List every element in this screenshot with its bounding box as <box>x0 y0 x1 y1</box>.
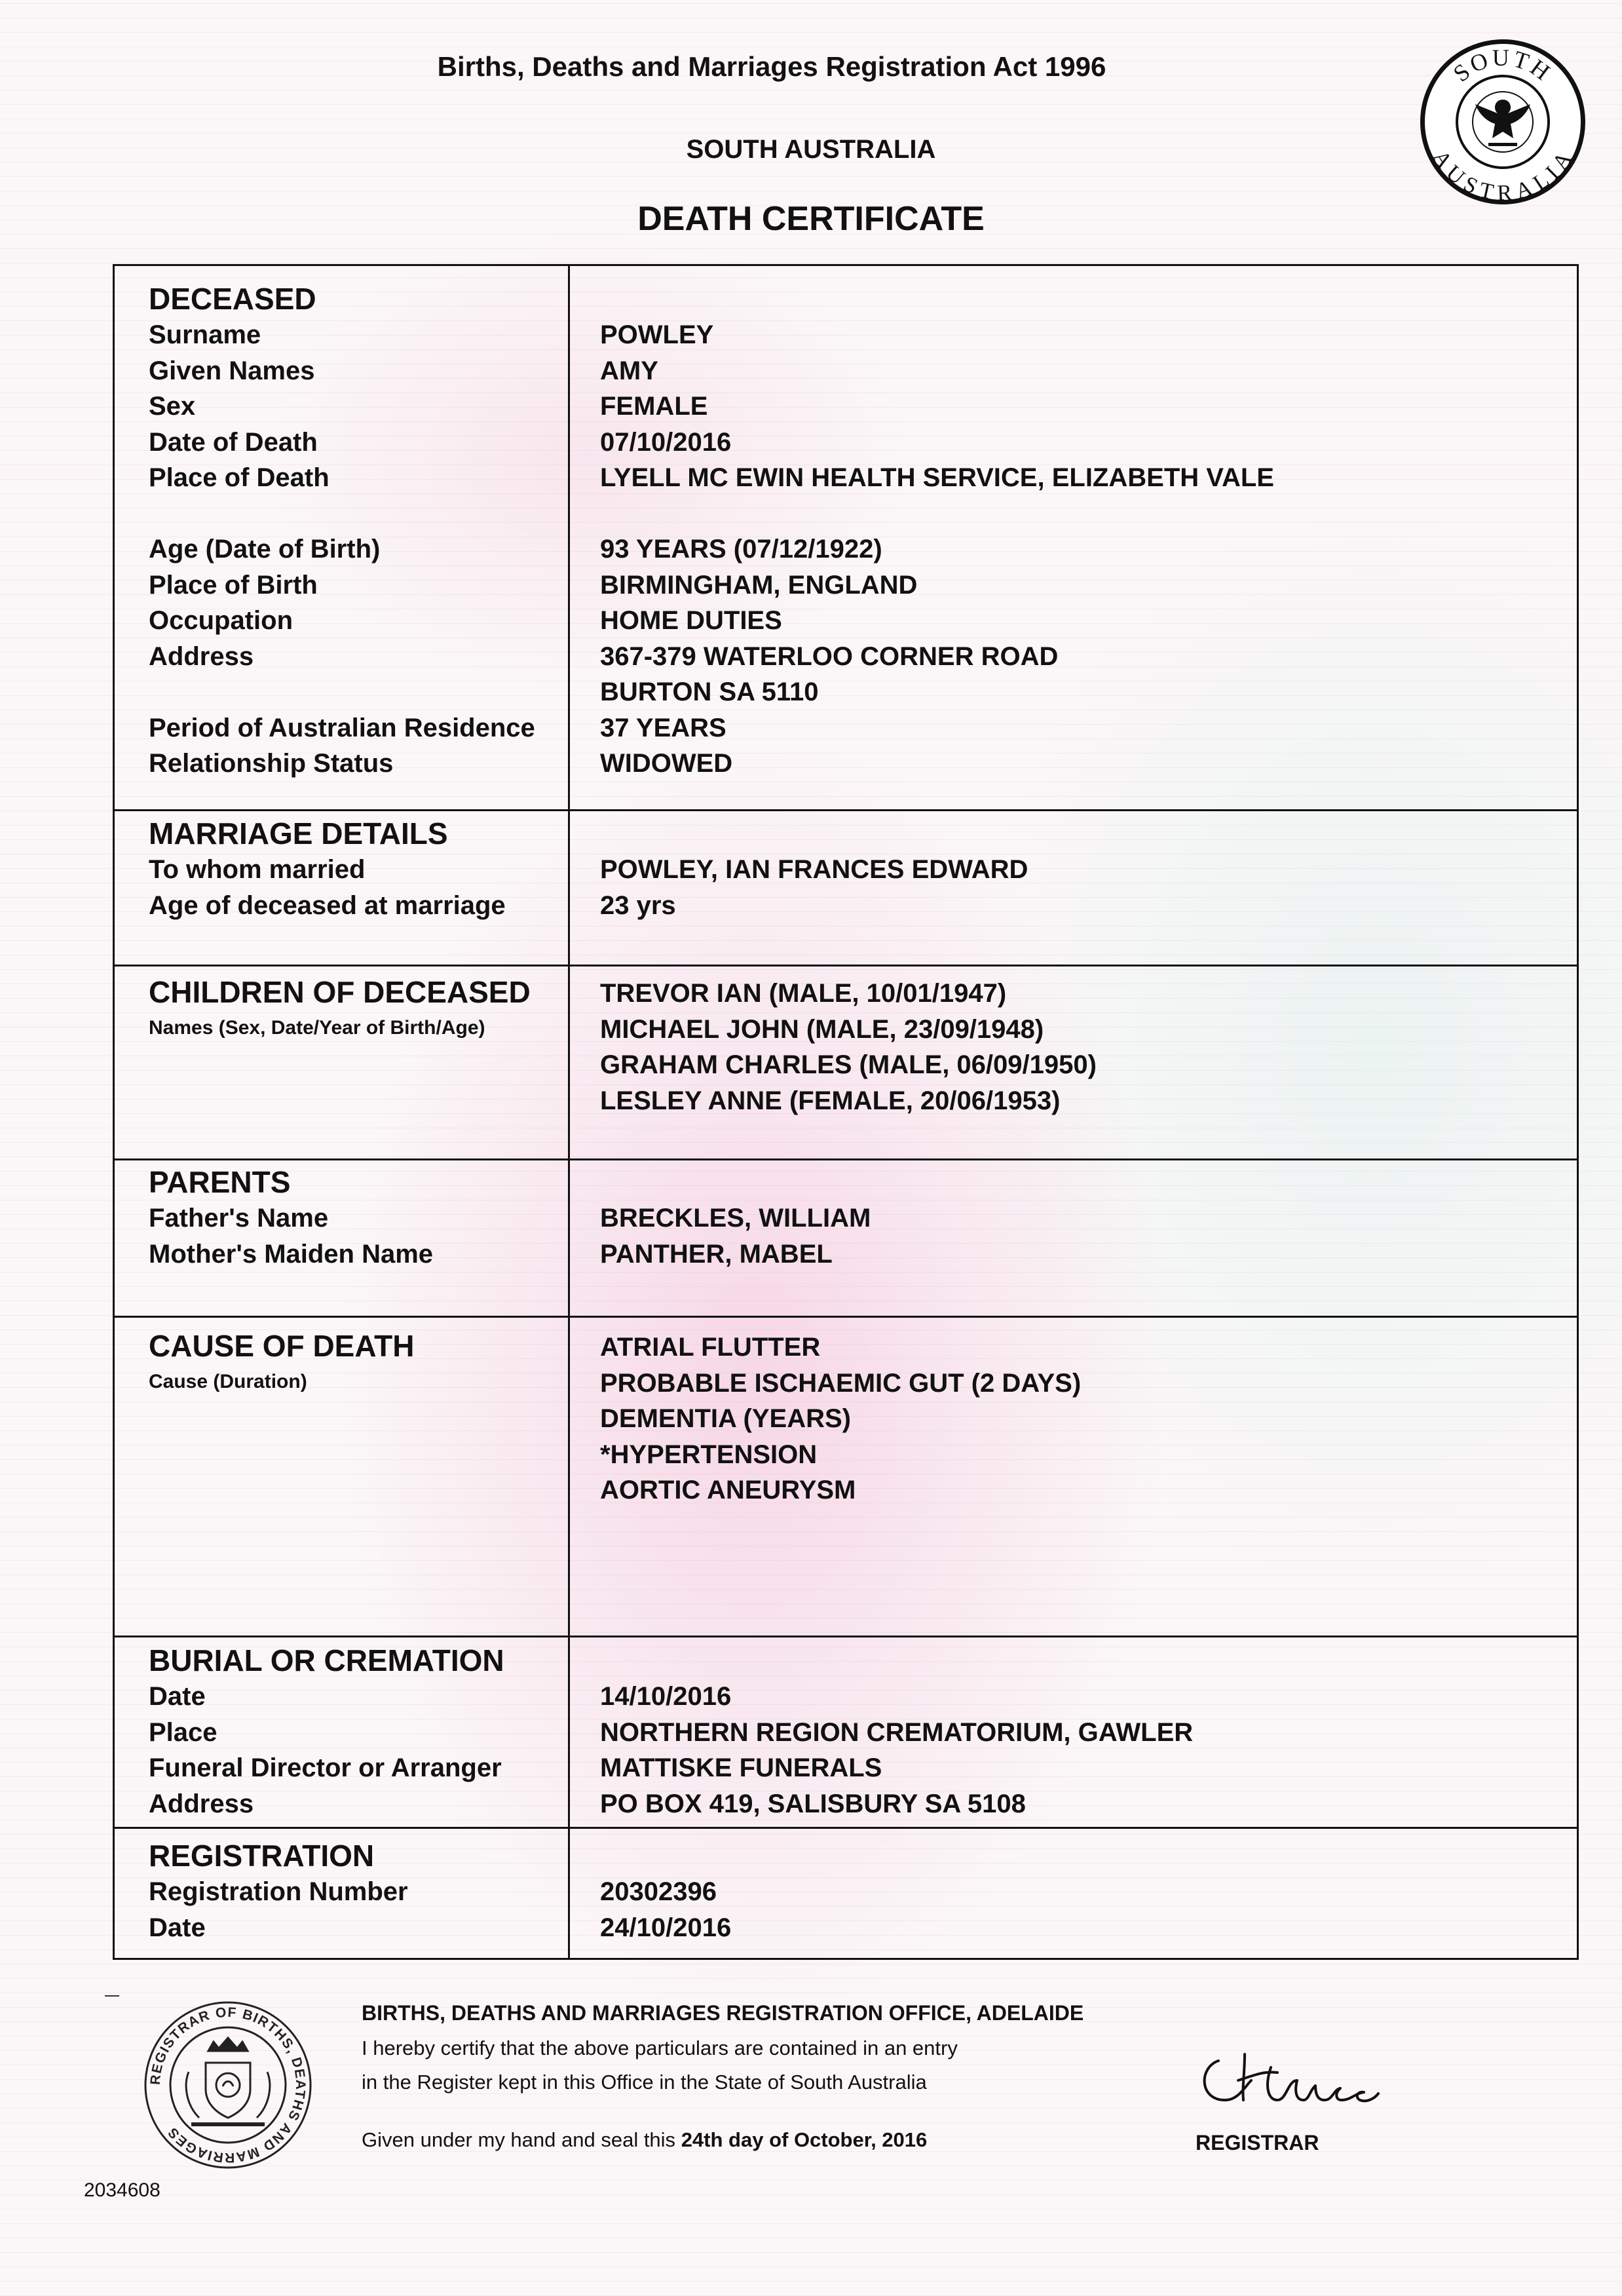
age-at-marriage-value: 23 yrs <box>600 890 676 920</box>
spouse-value: POWLEY, IAN FRANCES EDWARD <box>600 855 1028 884</box>
registration-number-label: Registration Number <box>149 1877 408 1906</box>
spouse-label: To whom married <box>149 855 366 884</box>
registration-title: REGISTRATION <box>149 1839 375 1873</box>
sex-value: FEMALE <box>600 392 708 421</box>
relationship-status-value: WIDOWED <box>600 749 733 778</box>
registration-date-value: 24/10/2016 <box>600 1913 732 1942</box>
burial-place-value: NORTHERN REGION CREMATORIUM, GAWLER <box>600 1717 1194 1747</box>
section-divider <box>115 1636 1577 1637</box>
funeral-address-label: Address <box>149 1789 254 1818</box>
deceased-title: DECEASED <box>149 282 316 316</box>
surname-label: Surname <box>149 320 261 349</box>
section-divider <box>115 1158 1577 1160</box>
place-of-birth-label: Place of Birth <box>149 570 318 600</box>
occupation-value: HOME DUTIES <box>600 606 782 635</box>
age-value: 93 YEARS (07/12/1922) <box>600 535 882 564</box>
cause-5: AORTIC ANEURYSM <box>600 1476 856 1504</box>
residence-period-label: Period of Australian Residence <box>149 713 535 742</box>
column-divider <box>568 266 570 1958</box>
registrar-signature-icon <box>1192 2041 1408 2116</box>
cause-2: PROBABLE ISCHAEMIC GUT (2 DAYS) <box>600 1368 1082 1398</box>
child-4: LESLEY ANNE (FEMALE, 20/06/1953) <box>600 1086 1061 1115</box>
registration-number-value: 20302396 <box>600 1877 717 1906</box>
father-name-value: BRECKLES, WILLIAM <box>600 1204 871 1233</box>
mother-maiden-name-value: PANTHER, MABEL <box>600 1239 833 1269</box>
age-label: Age (Date of Birth) <box>149 535 381 564</box>
age-at-marriage-label: Age of deceased at marriage <box>149 890 506 920</box>
cause-title: CAUSE OF DEATH <box>149 1329 415 1363</box>
children-title: CHILDREN OF DECEASED <box>149 975 531 1009</box>
mother-maiden-name-label: Mother's Maiden Name <box>149 1239 434 1269</box>
funeral-director-label: Funeral Director or Arranger <box>149 1753 502 1782</box>
cause-1: ATRIAL FLUTTER <box>600 1333 821 1362</box>
funeral-director-value: MATTISKE FUNERALS <box>600 1753 882 1782</box>
burial-place-label: Place <box>149 1717 217 1747</box>
father-name-label: Father's Name <box>149 1204 329 1233</box>
section-divider <box>115 1316 1577 1318</box>
certification-line-1: I hereby certify that the above particulars are contained in an entry <box>362 2037 958 2059</box>
relationship-status-label: Relationship Status <box>149 749 394 778</box>
place-of-death-value: LYELL MC EWIN HEALTH SERVICE, ELIZABETH VALE <box>600 463 1274 492</box>
certificate-table <box>113 264 1579 1960</box>
act-title: Births, Deaths and Marriages Registration Act 1996 <box>437 51 1106 82</box>
registration-date-label: Date <box>149 1913 206 1942</box>
sex-label: Sex <box>149 392 196 421</box>
given-names-value: AMY <box>600 356 658 385</box>
piping-shrike-seal-icon <box>1420 39 1585 204</box>
section-divider <box>115 1827 1577 1829</box>
margin-mark <box>105 1995 119 1997</box>
address-label: Address <box>149 641 254 671</box>
seal-text-bottom: AUSTRALIA <box>1427 145 1578 204</box>
parents-title: PARENTS <box>149 1165 291 1199</box>
certification-line-2: in the Register kept in this Office in the State of South Australia <box>362 2071 927 2094</box>
place-of-birth-value: BIRMINGHAM, ENGLAND <box>600 570 918 600</box>
address-value-line2: BURTON SA 5110 <box>600 678 819 706</box>
svg-text:SOUTH <box>1448 45 1557 87</box>
date-of-death-label: Date of Death <box>149 427 318 457</box>
document-title: DEATH CERTIFICATE <box>637 200 985 238</box>
registrar-label: REGISTRAR <box>1196 2131 1319 2154</box>
child-1: TREVOR IAN (MALE, 10/01/1947) <box>600 979 1007 1008</box>
svg-text:REGISTRAR OF BIRTHS, DEATHS AN <box>148 2005 308 2165</box>
office-name: BIRTHS, DEATHS AND MARRIAGES REGISTRATION OFFICE, ADELAIDE <box>362 2001 1084 2025</box>
state-title: SOUTH AUSTRALIA <box>686 135 936 164</box>
residence-period-value: 37 YEARS <box>600 713 726 742</box>
children-subtitle: Names (Sex, Date/Year of Birth/Age) <box>149 1017 485 1039</box>
seal-text-top: SOUTH <box>1448 44 1557 87</box>
given-under-hand-line <box>362 2128 927 2152</box>
burial-date-label: Date <box>149 1682 206 1711</box>
burial-date-value: 14/10/2016 <box>600 1682 732 1711</box>
given-names-label: Given Names <box>149 356 315 385</box>
occupation-label: Occupation <box>149 606 293 635</box>
cause-3: DEMENTIA (YEARS) <box>600 1404 851 1433</box>
given-prefix: Given under my hand and seal this <box>362 2128 676 2151</box>
place-of-death-label: Place of Death <box>149 463 330 492</box>
marriage-title: MARRIAGE DETAILS <box>149 816 448 851</box>
section-divider <box>115 809 1577 811</box>
serial-number: 2034608 <box>84 2179 160 2201</box>
address-value-line1: 367-379 WATERLOO CORNER ROAD <box>600 641 1059 671</box>
section-divider <box>115 965 1577 966</box>
registrar-seal-icon <box>143 2000 313 2170</box>
registrar-seal-ring-text: REGISTRAR OF BIRTHS, DEATHS AND MARRIAGES <box>147 2004 309 2166</box>
cause-4: *HYPERTENSION <box>600 1440 818 1469</box>
svg-text:AUSTRALIA <box>1427 146 1577 204</box>
funeral-address-value: PO BOX 419, SALISBURY SA 5108 <box>600 1789 1026 1818</box>
given-date: 24th day of October, 2016 <box>681 2128 928 2151</box>
child-2: MICHAEL JOHN (MALE, 23/09/1948) <box>600 1014 1044 1044</box>
cause-subtitle: Cause (Duration) <box>149 1371 307 1392</box>
date-of-death-value: 07/10/2016 <box>600 427 732 457</box>
burial-title: BURIAL OR CREMATION <box>149 1643 504 1677</box>
child-3: GRAHAM CHARLES (MALE, 06/09/1950) <box>600 1050 1097 1079</box>
surname-value: POWLEY <box>600 320 714 349</box>
